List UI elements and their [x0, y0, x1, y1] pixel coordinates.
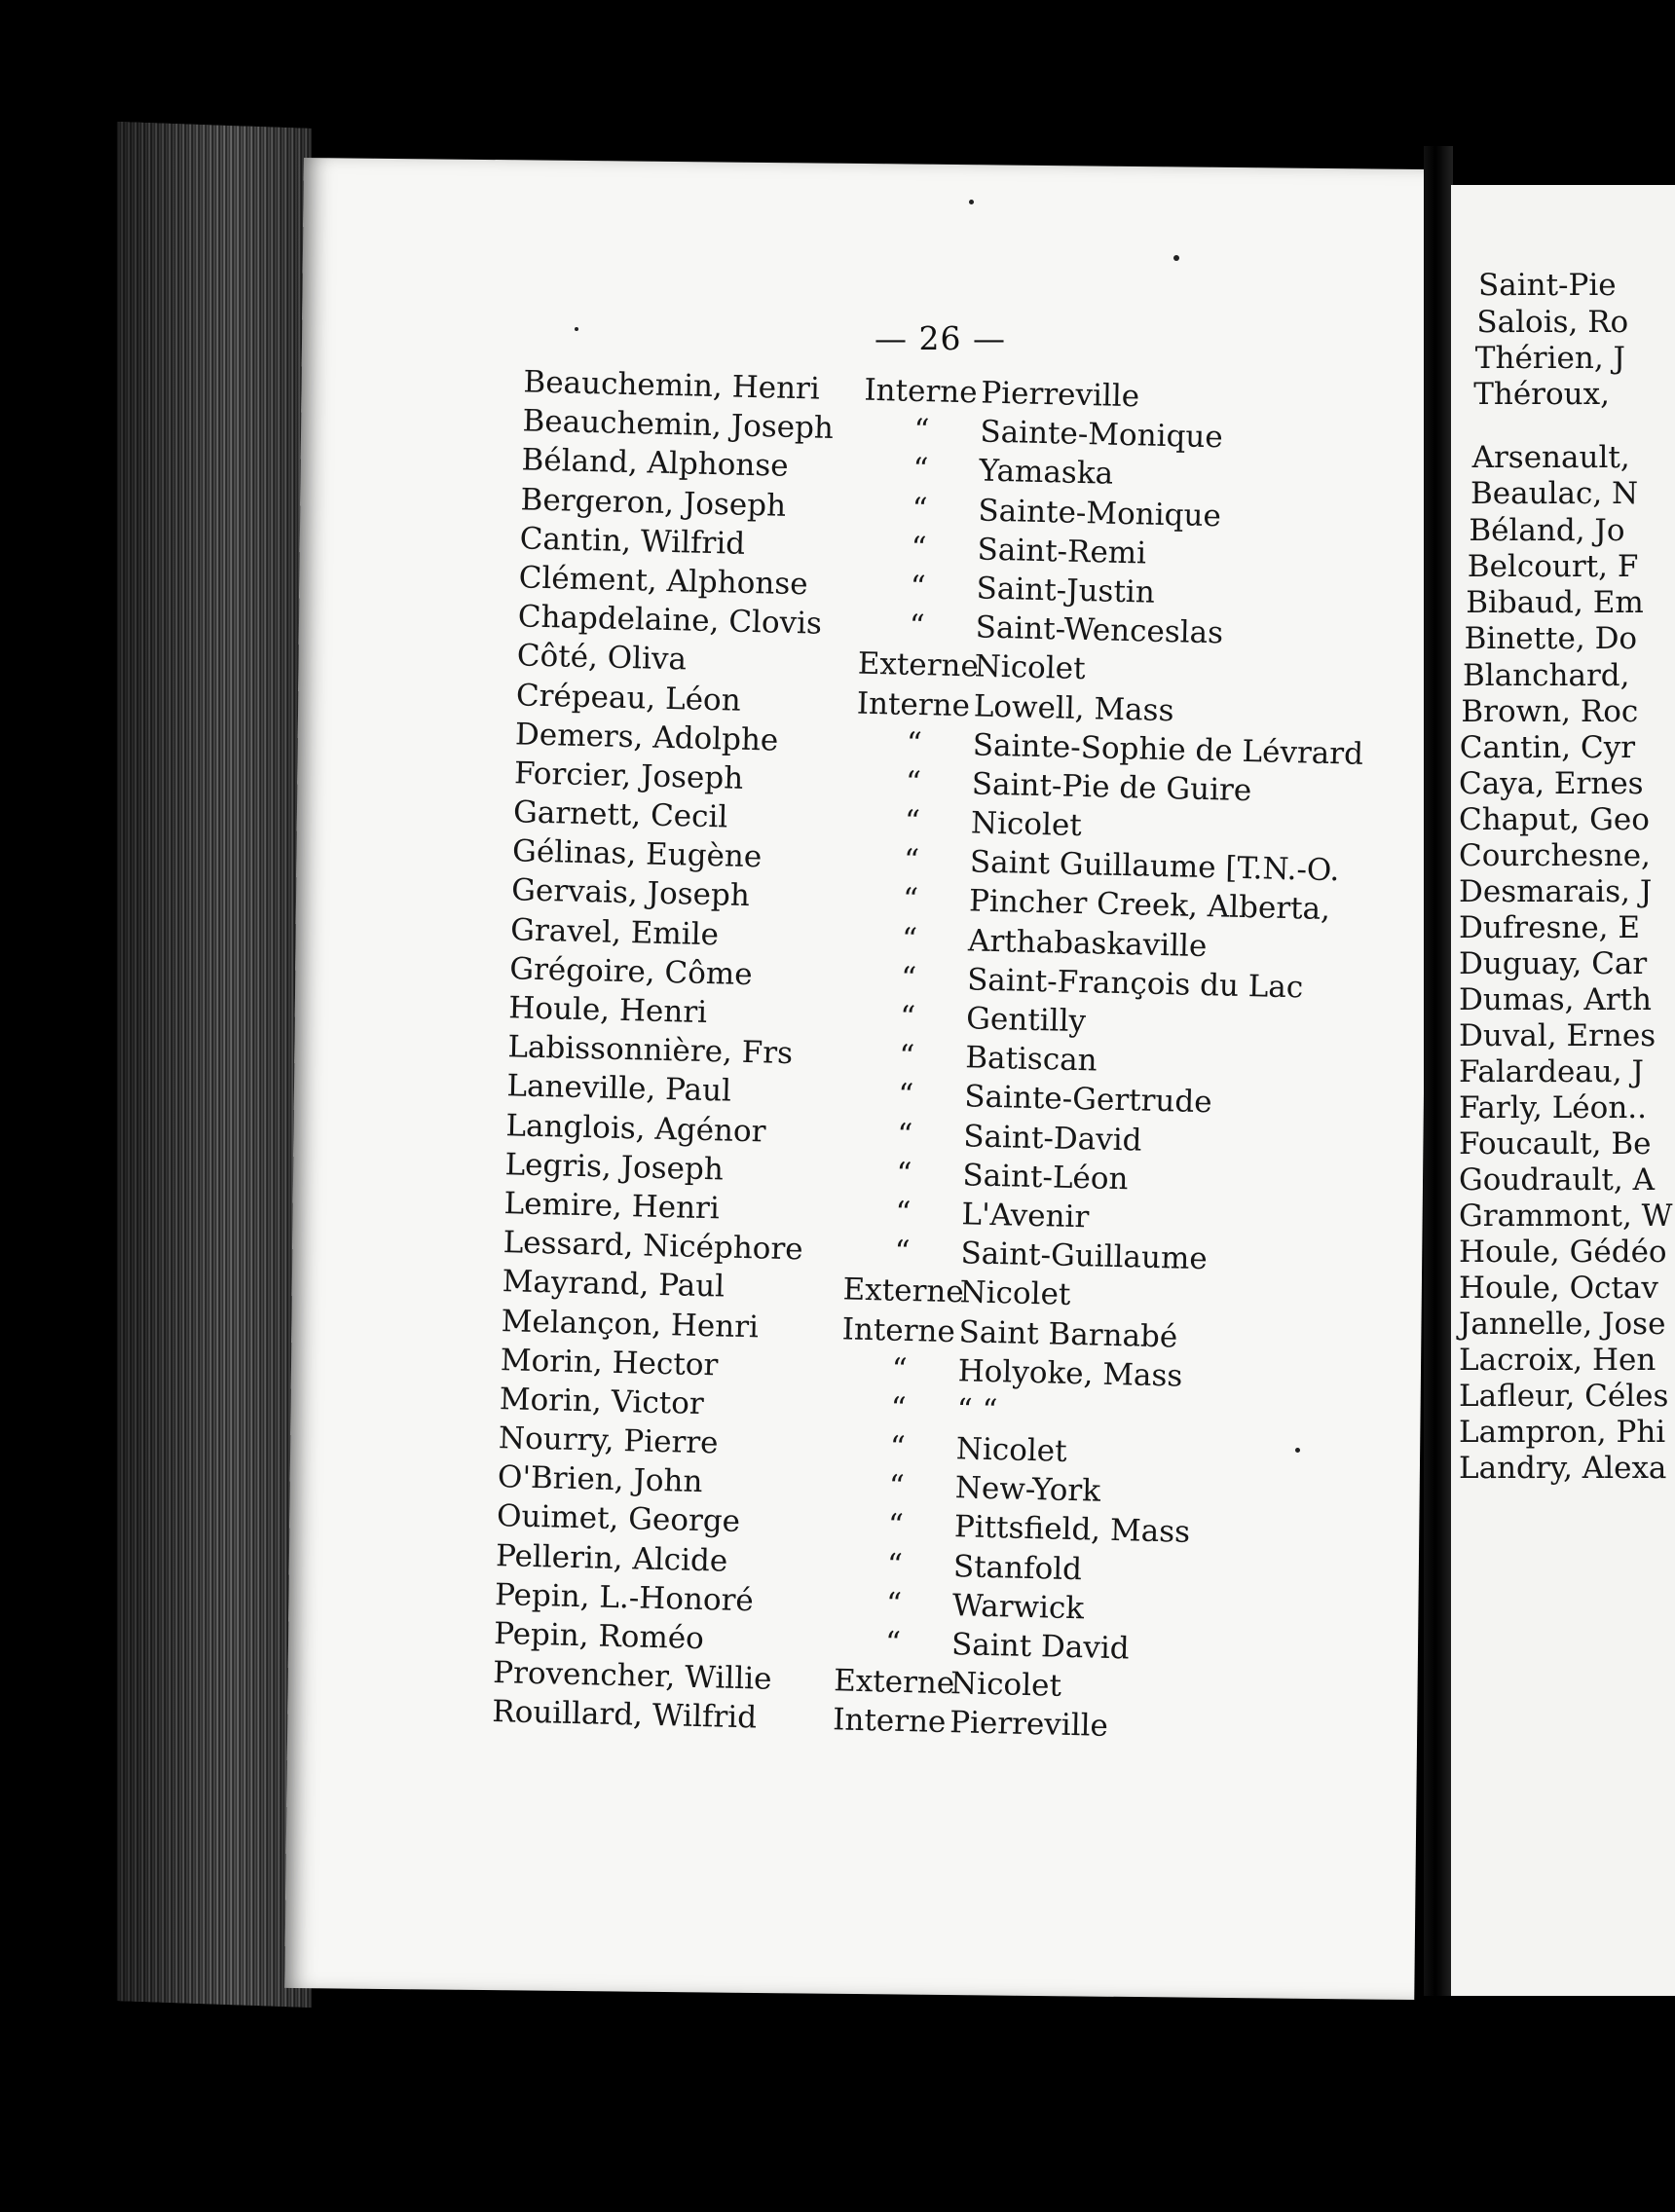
hometown: L'Avenir — [961, 1197, 1090, 1235]
right-list-item: Brown, Roc — [1461, 694, 1639, 729]
hometown: Nicolet — [959, 1274, 1071, 1313]
hometown: Nicolet — [974, 648, 1086, 687]
student-name: Clément, Alphonse — [518, 560, 808, 603]
student-name: Grégoire, Côme — [508, 951, 754, 992]
student-name: Beauchemin, Joseph — [522, 403, 835, 447]
student-name: Lessard, Nicéphore — [502, 1225, 804, 1268]
hometown: Nicolet — [949, 1666, 1062, 1704]
hometown: Pittsfield, Mass — [953, 1509, 1191, 1551]
right-list-item: Foucault, Be — [1459, 1126, 1652, 1161]
right-list-item: Falardeau, J — [1459, 1054, 1644, 1089]
hometown: Saint-Pie de Guire — [971, 766, 1252, 809]
ditto-mark: “ — [888, 1468, 906, 1505]
student-name: Pepin, Roméo — [493, 1616, 705, 1657]
ditto-mark: “ — [912, 491, 928, 527]
student-name: Côté, Oliva — [516, 638, 688, 678]
right-list-item: Courchesne, — [1459, 838, 1651, 873]
right-list-item: Beaulac, N — [1470, 476, 1639, 511]
book-gutter — [1424, 146, 1453, 1996]
student-name: Demers, Adolphe — [514, 717, 779, 758]
right-list-item: Lampron, Phi — [1459, 1415, 1666, 1450]
student-name: Cantin, Wilfrid — [519, 521, 746, 562]
scan-speck — [575, 327, 578, 331]
right-list-item: Lacroix, Hen — [1459, 1343, 1656, 1378]
hometown: Sainte-Monique — [978, 493, 1222, 534]
right-page — [1451, 185, 1675, 1996]
ditto-mark: “ — [890, 1390, 908, 1426]
student-name: Pellerin, Alcide — [495, 1537, 728, 1579]
ditto-mark: “ — [909, 608, 926, 645]
hometown: Holyoke, Mass — [957, 1352, 1183, 1394]
right-list-item: Arsenault, — [1471, 440, 1630, 475]
hometown: “ “ — [956, 1392, 998, 1429]
right-list-item: Farly, Léon.. — [1459, 1090, 1647, 1125]
right-list-item: Saint-Pie — [1478, 268, 1617, 303]
student-name: Rouillard, Wilfrid — [491, 1694, 758, 1736]
right-list-item: Houle, Octav — [1459, 1271, 1658, 1306]
hometown: Saint Barnabé — [958, 1313, 1178, 1355]
boarding-status: Externe — [842, 1272, 965, 1310]
ditto-mark: “ — [911, 530, 927, 566]
right-list-item: Duguay, Car — [1459, 946, 1648, 981]
boarding-status: Interne — [856, 685, 971, 723]
student-name: Forcier, Joseph — [513, 756, 744, 796]
student-name: Provencher, Willie — [492, 1655, 772, 1697]
hometown: Sainte-Sophie de Lévrard — [972, 727, 1364, 772]
scan-speck — [1173, 255, 1179, 261]
student-name: Beauchemin, Henri — [523, 364, 821, 407]
ditto-mark: “ — [887, 1508, 905, 1544]
hometown: Saint-Justin — [976, 571, 1156, 610]
right-list-item: Chaput, Geo — [1459, 802, 1650, 837]
hometown: Sainte-Monique — [980, 414, 1224, 456]
hometown: Batiscan — [964, 1040, 1098, 1079]
ditto-mark: “ — [899, 999, 916, 1036]
hometown: Saint-Remi — [977, 532, 1147, 571]
ditto-mark: “ — [910, 569, 926, 606]
ditto-mark: “ — [898, 1038, 915, 1075]
student-name: Labissonnière, Frs — [507, 1029, 794, 1072]
student-name: Nourry, Pierre — [498, 1420, 719, 1461]
ditto-mark: “ — [900, 960, 917, 996]
student-name: Langlois, Agénor — [505, 1107, 766, 1150]
ditto-mark: “ — [889, 1429, 907, 1466]
ditto-mark: “ — [884, 1625, 902, 1661]
hometown: Nicolet — [970, 805, 1083, 844]
student-name: Béland, Alphonse — [521, 442, 790, 485]
right-list-item: Goudrault, A — [1459, 1162, 1655, 1198]
student-list — [474, 362, 1402, 1752]
hometown: Nicolet — [955, 1431, 1068, 1469]
page-number: — 26 — — [875, 319, 1006, 357]
ditto-mark: “ — [885, 1586, 903, 1622]
hometown: Yamaska — [979, 453, 1114, 493]
hometown: Pierreville — [980, 375, 1140, 415]
ditto-mark: “ — [891, 1351, 909, 1387]
right-list-item: Duval, Ernes — [1459, 1018, 1656, 1053]
ditto-mark: “ — [901, 921, 918, 957]
hometown: New-York — [954, 1470, 1101, 1509]
hometown: Saint Guillaume [T.N.-O. — [969, 844, 1340, 889]
student-name: Morin, Victor — [499, 1382, 705, 1421]
ditto-mark: “ — [912, 452, 929, 488]
hometown: Pierreville — [949, 1705, 1109, 1745]
right-list-item: Bibaud, Em — [1466, 585, 1644, 620]
student-name: Crépeau, Léon — [515, 677, 742, 719]
hometown: Saint-Wenceslas — [975, 609, 1224, 651]
hometown: Saint-David — [962, 1118, 1142, 1159]
hometown: Gentilly — [965, 1001, 1087, 1040]
student-name: Garnett, Cecil — [512, 794, 728, 835]
ditto-mark: “ — [895, 1195, 912, 1231]
student-name: Mayrand, Paul — [502, 1264, 726, 1305]
right-list-item: Desmarais, J — [1459, 874, 1653, 909]
student-name: Bergeron, Joseph — [520, 481, 787, 524]
scan-speck — [1295, 1448, 1300, 1453]
hometown: Saint-François du Lac — [966, 962, 1304, 1006]
ditto-mark: “ — [896, 1117, 913, 1153]
student-name: Morin, Hector — [500, 1342, 719, 1383]
student-name: Lemire, Henri — [503, 1186, 721, 1227]
student-name: Chapdelaine, Clovis — [517, 599, 823, 642]
right-list-item: Salois, Ro — [1476, 305, 1629, 340]
student-name: Houle, Henri — [507, 990, 708, 1031]
right-list-item: Dufresne, E — [1459, 910, 1641, 945]
ditto-mark: “ — [904, 803, 921, 840]
student-name: Laneville, Paul — [506, 1068, 732, 1110]
student-name: Pepin, L.-Honoré — [494, 1576, 755, 1619]
right-list-item: Béland, Jo — [1469, 513, 1625, 548]
ditto-mark: “ — [896, 1156, 912, 1192]
ditto-mark: “ — [902, 882, 919, 918]
ditto-mark: “ — [913, 413, 930, 449]
student-name: Legris, Joseph — [504, 1146, 725, 1188]
right-list-item: Jannelle, Jose — [1459, 1307, 1666, 1342]
hometown: Pincher Creek, Alberta, — [968, 883, 1331, 928]
boarding-status: Externe — [833, 1663, 955, 1702]
hometown: Saint-Léon — [962, 1158, 1129, 1198]
right-list-item: Houle, Gédéo — [1459, 1235, 1667, 1270]
ditto-mark: “ — [903, 843, 920, 879]
boarding-status: Externe — [857, 645, 980, 684]
boarding-status: Interne — [841, 1310, 956, 1349]
hometown: Saint David — [950, 1627, 1131, 1667]
right-list-item: Binette, Do — [1464, 621, 1638, 656]
ditto-mark: “ — [905, 764, 922, 801]
right-list-item: Grammont, W — [1459, 1198, 1673, 1234]
right-list-item: Caya, Ernes — [1459, 766, 1644, 801]
ditto-mark: “ — [897, 1078, 914, 1114]
hometown: Sainte-Gertrude — [963, 1079, 1212, 1121]
right-list-item: Lafleur, Céles — [1459, 1379, 1669, 1414]
page-edges-shadow — [117, 122, 312, 2008]
ditto-mark: “ — [894, 1234, 911, 1271]
student-name: O'Brien, John — [497, 1459, 703, 1500]
ditto-mark: “ — [906, 725, 923, 761]
student-name: Melançon, Henri — [501, 1303, 760, 1345]
ditto-mark: “ — [886, 1547, 904, 1583]
boarding-status: Interne — [864, 372, 978, 411]
hometown: Saint-Guillaume — [960, 1235, 1209, 1277]
hometown: Arthabaskaville — [967, 922, 1208, 964]
hometown: Warwick — [951, 1587, 1085, 1627]
right-list-item: Belcourt, F — [1467, 549, 1639, 584]
boarding-status: Interne — [832, 1702, 947, 1741]
hometown: Stanfold — [952, 1548, 1083, 1587]
scan-speck — [969, 200, 974, 204]
right-list-item: Théroux, — [1473, 377, 1610, 412]
hometown: Lowell, Mass — [973, 687, 1174, 728]
right-list-item: Thérien, J — [1474, 341, 1625, 376]
right-list-item: Landry, Alexa — [1459, 1451, 1667, 1486]
student-name: Gélinas, Eugène — [511, 833, 763, 875]
student-name: Gervais, Joseph — [510, 872, 751, 914]
student-name: Gravel, Emile — [509, 911, 720, 952]
student-name: Ouimet, George — [496, 1498, 741, 1540]
right-list-item: Dumas, Arth — [1459, 982, 1652, 1017]
right-list-item: Cantin, Cyr — [1459, 730, 1636, 765]
right-list-item: Blanchard, — [1463, 658, 1630, 693]
